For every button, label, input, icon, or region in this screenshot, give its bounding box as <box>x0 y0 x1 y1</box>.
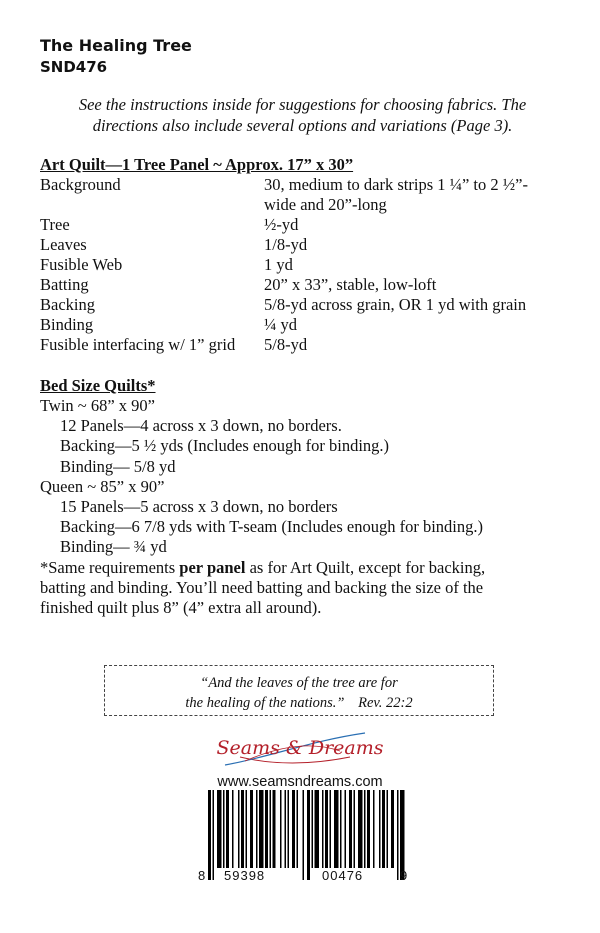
bed-size-note <box>40 558 560 578</box>
intro-text <box>40 94 565 136</box>
barcode-bar <box>208 790 211 880</box>
table-row <box>40 215 570 235</box>
intro-line: directions also include several options and variations (Page 3). <box>92 116 513 135</box>
queen-backing: Backing—6 7/8 yds with T-seam (Includes enough for binding.) <box>60 517 483 537</box>
quote-text: the healing of the nations.” <box>185 695 345 711</box>
barcode-bar <box>297 790 299 868</box>
barcode-bar <box>325 790 328 868</box>
barcode-bar <box>273 790 276 868</box>
barcode-bar <box>367 790 370 868</box>
table-row <box>40 315 570 335</box>
barcode-bar <box>312 790 314 868</box>
barcode-bar <box>303 790 305 880</box>
quote-line <box>105 693 493 713</box>
barcode-bar <box>238 790 240 868</box>
quote-reference: Rev. 22:2 <box>358 695 413 711</box>
barcode-bar <box>373 790 375 868</box>
intro-line: See the instructions inside for suggestions for choosing fabrics. The <box>78 95 527 114</box>
barcode-bar <box>246 790 248 868</box>
item-name: Background <box>40 175 121 194</box>
barcode-bar <box>364 790 366 868</box>
twin-panels: 12 Panels—4 across x 3 down, no borders. <box>60 416 342 436</box>
bed-size-list <box>40 396 560 618</box>
barcode-bar <box>232 790 234 868</box>
table-row <box>40 295 570 315</box>
queen-binding: Binding— ¾ yd <box>60 537 167 557</box>
barcode-bar <box>391 790 394 868</box>
twin-backing: Backing—5 ½ yds (Includes enough for binding.) <box>60 436 390 456</box>
amount-line: 30, medium to dark strips 1 ¼” to 2 ½”- <box>264 175 528 194</box>
bed-size-heading: Bed Size Quilts* <box>40 376 156 395</box>
barcode-bar <box>322 790 324 868</box>
table-row <box>40 235 570 255</box>
note-line: batting and binding. You’ll need batting and backing the size of the <box>40 577 484 597</box>
seams-and-dreams-logo <box>200 727 400 771</box>
barcode-bar <box>288 790 290 868</box>
barcode-bar <box>400 790 405 880</box>
barcode-bar <box>358 790 363 868</box>
barcode-bar <box>330 790 332 868</box>
amount-line: wide and 20”-long <box>264 195 387 214</box>
item-amount: ½-yd <box>264 215 299 234</box>
barcode-bar <box>285 790 287 868</box>
item-name: Leaves <box>40 235 87 254</box>
barcode-bar <box>265 790 268 868</box>
barcode-bar <box>349 790 352 868</box>
barcode-bar <box>382 790 385 868</box>
item-amount: 20” x 33”, stable, low-loft <box>264 275 437 294</box>
note-line: finished quilt plus 8” (4” extra all around). <box>40 598 322 618</box>
table-row <box>40 335 570 355</box>
item-name: Batting <box>40 275 89 294</box>
barcode-bar <box>241 790 244 868</box>
barcode-bar <box>315 790 320 868</box>
item-name: Tree <box>40 215 70 234</box>
barcode-bar <box>270 790 272 868</box>
item-amount: 5/8-yd <box>264 335 308 354</box>
item-name: Fusible Web <box>40 255 123 274</box>
table-row <box>40 175 570 215</box>
barcode-digits-group1: 59398 <box>224 868 266 883</box>
barcode-bar <box>250 790 253 868</box>
barcode-digit-left: 8 <box>198 868 206 883</box>
item-name: Backing <box>40 295 95 314</box>
queen-size: Queen ~ 85” x 90” <box>40 476 165 496</box>
barcode-bar <box>387 790 389 868</box>
barcode-bar <box>334 790 339 868</box>
barcode-bar <box>217 790 222 868</box>
item-amount: 5/8-yd across grain, OR 1 yd with grain <box>264 295 527 314</box>
item-name: Fusible interfacing w/ 1” grid <box>40 335 236 354</box>
note-text: *Same requirements <box>40 557 180 577</box>
barcode-bar <box>280 790 282 868</box>
art-quilt-requirements-table <box>40 175 570 355</box>
pattern-code: SND476 <box>40 58 108 76</box>
barcode-bar <box>345 790 347 868</box>
logo-wordmark: Seams & Dreams <box>216 737 384 759</box>
pattern-title: The Healing Tree <box>40 36 192 55</box>
item-amount: 1/8-yd <box>264 235 308 254</box>
item-amount: ¼ yd <box>264 315 297 334</box>
barcode-bar <box>397 790 399 880</box>
barcode-digits-group2: 00476 <box>322 868 364 883</box>
barcode-bar <box>213 790 215 880</box>
barcode-bar <box>256 790 258 868</box>
barcode-bar <box>340 790 342 868</box>
art-quilt-heading: Art Quilt—1 Tree Panel ~ Approx. 17” x 30” <box>40 155 354 174</box>
barcode-bar <box>226 790 229 868</box>
note-emphasis: per panel <box>179 557 246 577</box>
scripture-quote-box <box>104 665 494 716</box>
note-text: as for Art Quilt, except for backing, <box>245 557 486 577</box>
website-url: www.seamsndreams.com <box>217 774 383 790</box>
barcode-bar <box>379 790 381 868</box>
item-name: Binding <box>40 315 94 334</box>
quote-line: “And the leaves of the tree are for <box>200 675 398 691</box>
barcode-bar <box>307 790 310 880</box>
table-row <box>40 255 570 275</box>
item-amount <box>264 175 570 215</box>
barcode-bar <box>223 790 225 868</box>
queen-panels: 15 Panels—5 across x 3 down, no borders <box>60 497 338 517</box>
item-amount: 1 yd <box>264 255 293 274</box>
barcode-bar <box>354 790 356 868</box>
barcode-bar <box>259 790 264 868</box>
barcode-bar <box>292 790 295 868</box>
twin-size: Twin ~ 68” x 90” <box>40 396 156 415</box>
barcode-digit-right: 9 <box>400 868 408 883</box>
twin-binding: Binding— 5/8 yd <box>60 456 176 476</box>
table-row <box>40 275 570 295</box>
